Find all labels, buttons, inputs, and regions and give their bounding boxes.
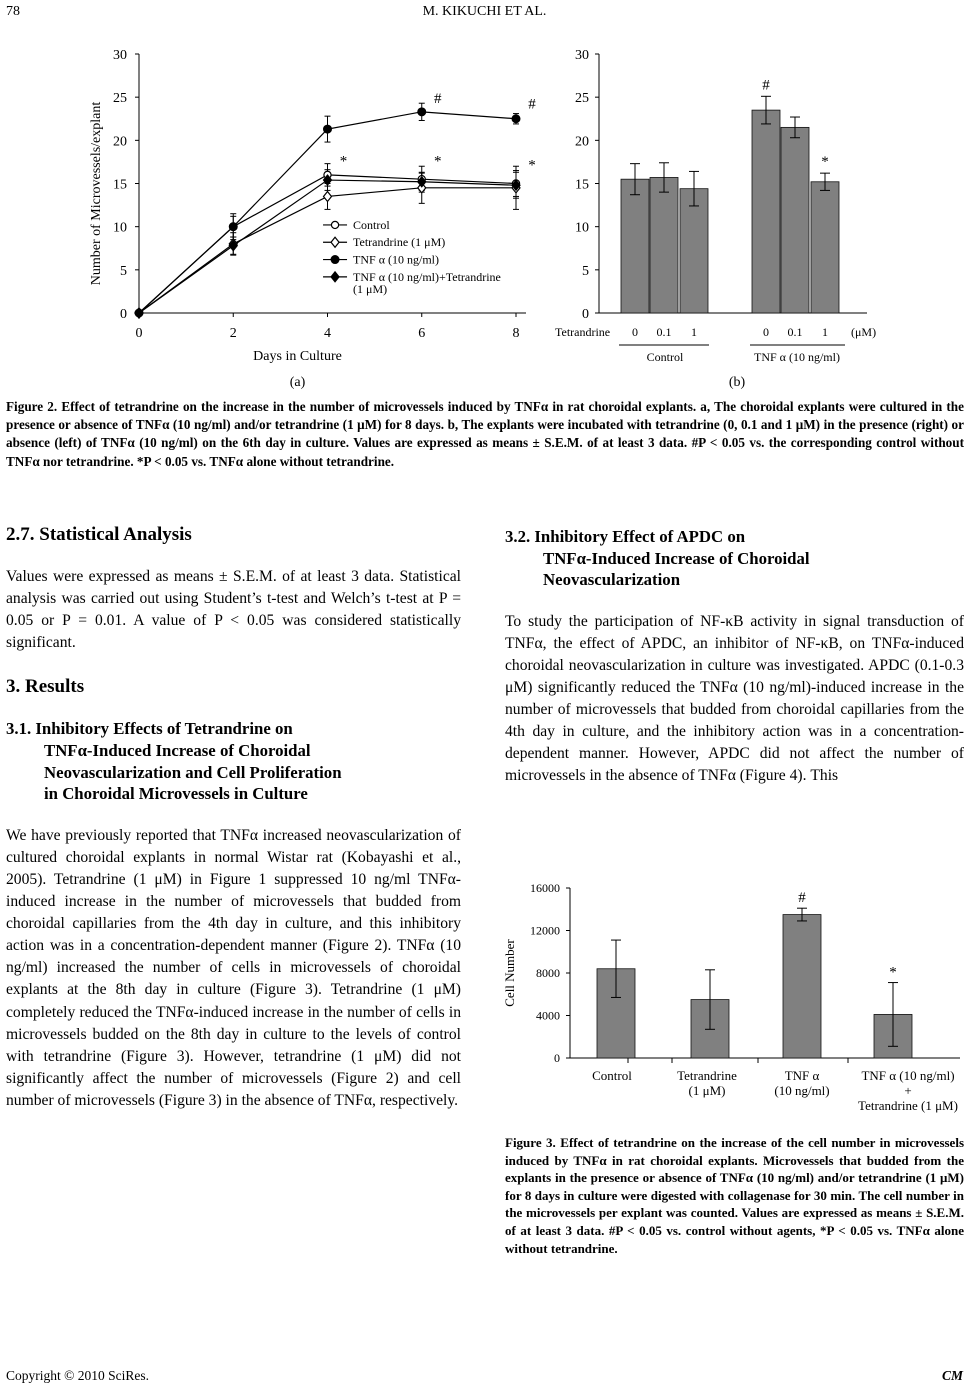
y-tick-label: 25 (575, 91, 589, 107)
bar (781, 127, 809, 313)
x-tick-label: 4 (324, 326, 331, 341)
footer-copyright: Copyright © 2010 SciRes. (6, 1368, 150, 1383)
x-tick-label: 0 (135, 326, 143, 341)
y-tick-label: 20 (113, 134, 127, 150)
section-3-2-heading-line1: 3.2. Inhibitory Effect of APDC on (505, 527, 746, 546)
bar (650, 177, 678, 313)
y-tick-label: 0 (582, 307, 589, 322)
x-tick-label: Control (592, 1068, 632, 1083)
x-tick-label: 0 (632, 325, 638, 339)
section-3-2-heading-line3: Neovascularization (543, 570, 681, 590)
legend-label: TNF α (10 ng/ml)+Tetrandrine (353, 269, 501, 284)
bar (680, 189, 708, 313)
section-3-1-heading (6, 718, 461, 804)
y-tick-label: 4000 (536, 1008, 560, 1023)
x-tick-label: 0 (763, 325, 769, 339)
y-axis-label: Cell Number (502, 939, 517, 1007)
x-tick-label: 0.1 (787, 325, 803, 339)
significance-mark: * (339, 153, 348, 170)
x-tick-label: 1 (691, 325, 697, 339)
y-tick-label: 15 (113, 177, 127, 193)
x-tick-label: (10 ng/ml) (774, 1083, 830, 1098)
y-tick-label: 12000 (530, 923, 560, 938)
section-3-heading: 3. Results (6, 676, 85, 698)
y-tick-label: 0 (554, 1051, 560, 1065)
data-point (418, 108, 426, 116)
y-tick-label: 8000 (536, 966, 560, 980)
significance-mark: * (434, 153, 442, 170)
section-2-7-heading: 2.7. Statistical Analysis (6, 524, 192, 545)
significance-mark: * (528, 157, 536, 174)
group-label: Control (646, 350, 684, 364)
x-unit-label: (μM) (851, 325, 877, 339)
legend-label: TNF α (10 ng/ml) (353, 252, 439, 267)
significance-mark: * (889, 964, 897, 981)
significance-mark: # (528, 96, 536, 113)
legend-label: (1 μM) (353, 281, 388, 296)
x-row-label: Tetrandrine (555, 325, 611, 339)
y-tick-label: 16000 (530, 881, 560, 895)
y-tick-label: 5 (120, 263, 127, 279)
significance-mark: * (821, 154, 829, 171)
data-point (324, 191, 332, 201)
section-3-1-heading-line3: Neovascularization and Cell Proliferation (44, 762, 342, 782)
data-point (331, 221, 338, 228)
legend-label: Control (353, 217, 390, 232)
section-2-7-text: Values were expressed as means ± S.E.M. of at least 3 data. Statistical analysis was carried out using Student’s t-test and Welch’s t-test at P = 0.05 or P = 0.01. A value of P < 0.05 was considered statistically significant. (6, 568, 461, 652)
right-column (505, 526, 964, 788)
x-tick-label: 0.1 (656, 325, 672, 339)
figure2-panel-b-chart (555, 40, 885, 390)
x-tick-label: Tetrandrine (677, 1068, 737, 1083)
y-tick-label: 30 (575, 48, 589, 63)
y-tick-label: 0 (120, 307, 127, 322)
bar (811, 182, 839, 313)
section-3-1-heading-line1: 3.1. Inhibitory Effects of Tetrandrine on (6, 719, 293, 739)
data-point (229, 223, 237, 231)
panel-a-label: (a) (289, 375, 306, 390)
bar (783, 915, 821, 1058)
x-tick-label: 1 (822, 325, 828, 339)
x-tick-label: (1 μM) (688, 1083, 726, 1098)
x-tick-label: 8 (512, 326, 520, 341)
data-point (512, 115, 520, 123)
x-tick-label: Tetrandrine (1 μM) (858, 1098, 958, 1113)
data-point (324, 125, 332, 133)
y-tick-label: 5 (582, 263, 589, 279)
y-tick-label: 25 (113, 91, 127, 107)
footer-journal: CM (941, 1368, 963, 1383)
significance-mark: # (798, 890, 806, 907)
legend-label: Tetrandrine (1 μM) (353, 235, 446, 250)
section-3-2-heading-line2: TNFα-Induced Increase of Choroidal (543, 548, 810, 568)
y-tick-label: 15 (575, 177, 589, 193)
section-3-2-heading (505, 526, 964, 591)
data-point (331, 256, 339, 264)
figure3-caption: Figure 3. Effect of tetrandrine on the increase of the cell number in microvessels induced by TNFα in rat choroidal explants. Microvessels that budded from the explants in the presence or absence of TNFα (10 ng/ml) and/or tetrandrine (1 μM) for 8 days in culture were digested with collagenase for 30 min. The cell number in the microvessels per explant was counted. Values are expressed as means ± S.E.M. of at least 3 data. #P < 0.05 vs. control without agents, *P < 0.05 vs. TNFα alone without tetrandrine. (505, 1135, 964, 1256)
figure2-caption: Figure 2. Effect of tetrandrine on the increase in the number of microvessels induced by TNFα in rat choroidal explants. a, The choroidal explants were cultured in the presence or absence of TNFα (10 ng/ml) and/or tetrandrine (1 μM) for 8 days. b, The explants were incubated with tetrandrine (0, 0.1 and 1 μM) in the presence (right) or absence (left) of TNFα (10 ng/ml) on the 6th day in culture. Values are expressed as means ± S.E.M. of at least 3 data. #P < 0.05 vs. the corresponding control without TNFα nor tetrandrine. *P < 0.05 vs. TNFα alone without tetrandrine. (6, 399, 964, 469)
x-tick-label: 2 (229, 326, 237, 341)
x-tick-label: TNF α (784, 1068, 820, 1083)
section-3-2-text: To study the participation of NF-κB activity in signal transduction of TNFα, the effect of APDC, an inhibitor of NF-κB, on TNFα-induced choroidal neovascularization in culture was investigated. APDC (0.1-0.3 μM) significantly reduced the TNFα (10 ng/ml)-induced increase in the number of microvessels that budded from choroidal capillaries from the 4th day in culture, and the inhibitory action was in a concentration-dependent manner. However, APDC did not affect the number of microvessels in the absence of TNFα (Figure 4). This (505, 612, 964, 785)
bar (621, 179, 649, 313)
section-3-1-heading-line4: in Choroidal Microvessels in Culture (44, 784, 308, 804)
figure2-panel-a-chart (80, 40, 560, 390)
data-point (331, 237, 339, 247)
y-axis-label: Number of Microvessels/explant (89, 101, 104, 286)
panel-b-label: (b) (728, 375, 746, 390)
figure3-chart (500, 878, 966, 1126)
section-3-1-heading-line2: TNFα-Induced Increase of Choroidal (44, 740, 311, 760)
group-label: TNF α (10 ng/ml) (754, 350, 840, 364)
y-tick-label: 20 (575, 134, 589, 150)
x-tick-label: + (904, 1083, 912, 1098)
significance-mark: # (434, 91, 442, 108)
significance-mark: # (762, 77, 770, 94)
running-title: M. KIKUCHI ET AL. (422, 4, 547, 19)
bar (752, 110, 780, 313)
data-point (331, 272, 339, 282)
left-column (6, 524, 461, 1112)
y-tick-label: 10 (575, 220, 589, 236)
x-tick-label: 6 (418, 326, 426, 341)
y-tick-label: 30 (113, 48, 127, 63)
page-number: 78 (6, 4, 20, 19)
x-axis-label: Days in Culture (253, 349, 342, 364)
section-3-1-text: We have previously reported that TNFα increased neovascularization of cultured choroidal explants in normal Wistar rat (Kobayashi et al., 2005). Tetrandrine (1 μM) in Figure 1 suppressed 10 ng/ml TNFα-induced increase in the number of microvessels that budded from choroidal capillaries from the 4th day in culture, and this inhibitory action was in a concentration-dependent manner (Figure 2). TNFα (10 ng/ml) increased the number of cells in microvessels of choroidal explants at the 8th day in culture (Figure 3). Tetrandrine (1 μM) completely reduced the TNFα-induced increase in the number of cells in microvessels budded on the 8th day in culture to the levels of control with tetrandrine (Figure 3). However, tetrandrine (1 μM) did not significantly affect the number of microvessels (Figure 2) and cell number of microvessels (Figure 3) in the absence of TNFα, respectively. (6, 826, 461, 1109)
x-tick-label: TNF α (10 ng/ml) (861, 1068, 955, 1083)
y-tick-label: 10 (113, 220, 127, 236)
